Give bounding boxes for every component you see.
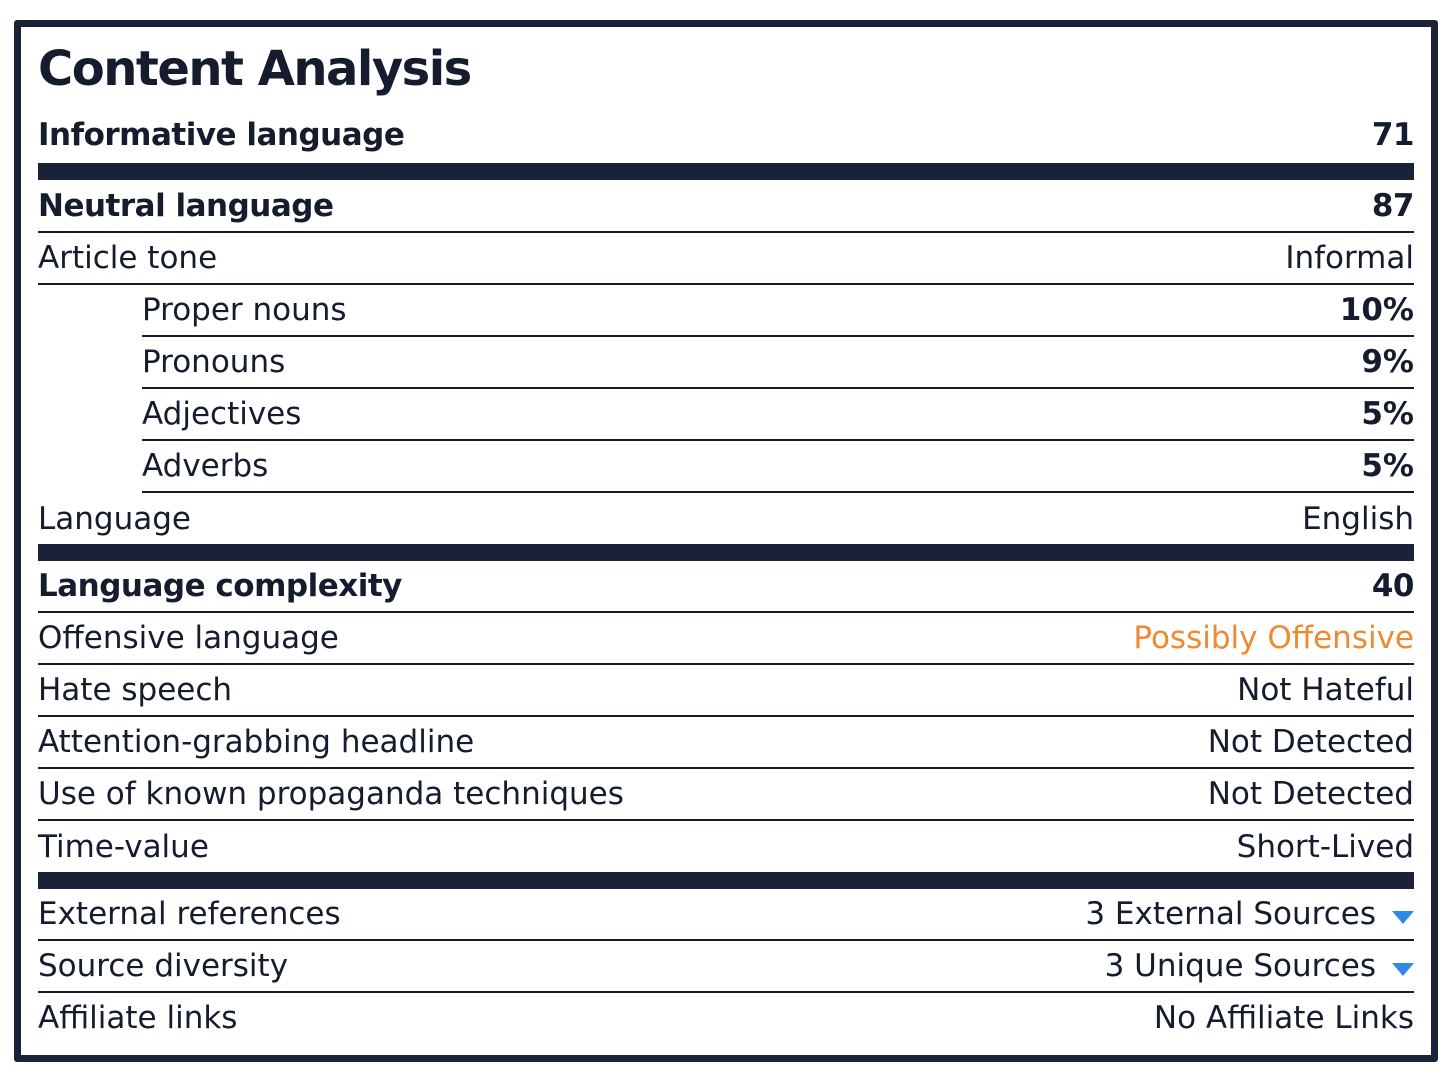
caret-down-icon[interactable] bbox=[1392, 911, 1414, 924]
row-value: 3 Unique Sources bbox=[1104, 948, 1376, 984]
row-propaganda-techniques bbox=[38, 769, 1414, 821]
row-external-references[interactable] bbox=[38, 889, 1414, 941]
row-label: Language complexity bbox=[38, 568, 402, 604]
row-value: 87 bbox=[1371, 187, 1414, 224]
row-value: 3 External Sources bbox=[1085, 896, 1376, 932]
row-language bbox=[38, 493, 1414, 561]
row-value: Not Detected bbox=[1207, 776, 1414, 812]
row-pronouns bbox=[142, 337, 1414, 389]
row-value: Not Detected bbox=[1207, 724, 1414, 760]
row-value: 5% bbox=[1361, 448, 1414, 484]
row-label: Pronouns bbox=[142, 344, 286, 380]
row-label: Neutral language bbox=[38, 187, 334, 224]
row-label: Affiliate links bbox=[38, 1000, 238, 1036]
row-proper-nouns bbox=[142, 285, 1414, 337]
row-article-tone bbox=[38, 233, 1414, 285]
external-sources-dropdown[interactable] bbox=[1085, 896, 1414, 932]
row-language-complexity bbox=[38, 561, 1414, 613]
row-neutral-language bbox=[38, 180, 1414, 233]
row-value: 10% bbox=[1339, 292, 1414, 328]
row-label: Adverbs bbox=[142, 448, 269, 484]
row-value: Short-Lived bbox=[1236, 828, 1414, 865]
row-value: 71 bbox=[1371, 117, 1414, 153]
row-offensive-language bbox=[38, 613, 1414, 665]
row-label: Time-value bbox=[38, 828, 209, 865]
row-hate-speech bbox=[38, 665, 1414, 717]
row-label: Attention-grabbing headline bbox=[38, 724, 475, 760]
row-affiliate-links bbox=[38, 993, 1414, 1043]
row-label: Adjectives bbox=[142, 396, 302, 432]
row-label: External references bbox=[38, 896, 341, 932]
row-value: English bbox=[1302, 500, 1414, 537]
unique-sources-dropdown[interactable] bbox=[1105, 948, 1414, 984]
row-label: Language bbox=[38, 500, 191, 537]
row-value: Informal bbox=[1285, 240, 1414, 276]
row-value: Possibly Offensive bbox=[1133, 620, 1414, 656]
row-time-value bbox=[38, 821, 1414, 889]
row-value: 9% bbox=[1361, 344, 1414, 380]
caret-down-icon[interactable] bbox=[1392, 963, 1414, 976]
row-label: Informative language bbox=[38, 117, 405, 153]
row-informative-language bbox=[38, 107, 1414, 180]
row-attention-grabbing-headline bbox=[38, 717, 1414, 769]
row-label: Use of known propaganda techniques bbox=[38, 776, 624, 812]
row-label: Source diversity bbox=[38, 948, 289, 984]
row-value: 5% bbox=[1361, 396, 1414, 432]
row-adverbs bbox=[142, 441, 1414, 493]
row-label: Hate speech bbox=[38, 672, 233, 708]
row-label: Offensive language bbox=[38, 620, 339, 656]
content-analysis-panel bbox=[14, 20, 1438, 1062]
content-analysis-body bbox=[38, 27, 1414, 1055]
row-value: No Affiliate Links bbox=[1153, 1000, 1414, 1036]
panel-title: Content Analysis bbox=[38, 41, 471, 97]
row-label: Proper nouns bbox=[142, 292, 347, 328]
row-adjectives bbox=[142, 389, 1414, 441]
row-value: Not Hateful bbox=[1237, 672, 1414, 708]
row-value: 40 bbox=[1371, 568, 1414, 604]
row-source-diversity[interactable] bbox=[38, 941, 1414, 993]
row-label: Article tone bbox=[38, 240, 218, 276]
